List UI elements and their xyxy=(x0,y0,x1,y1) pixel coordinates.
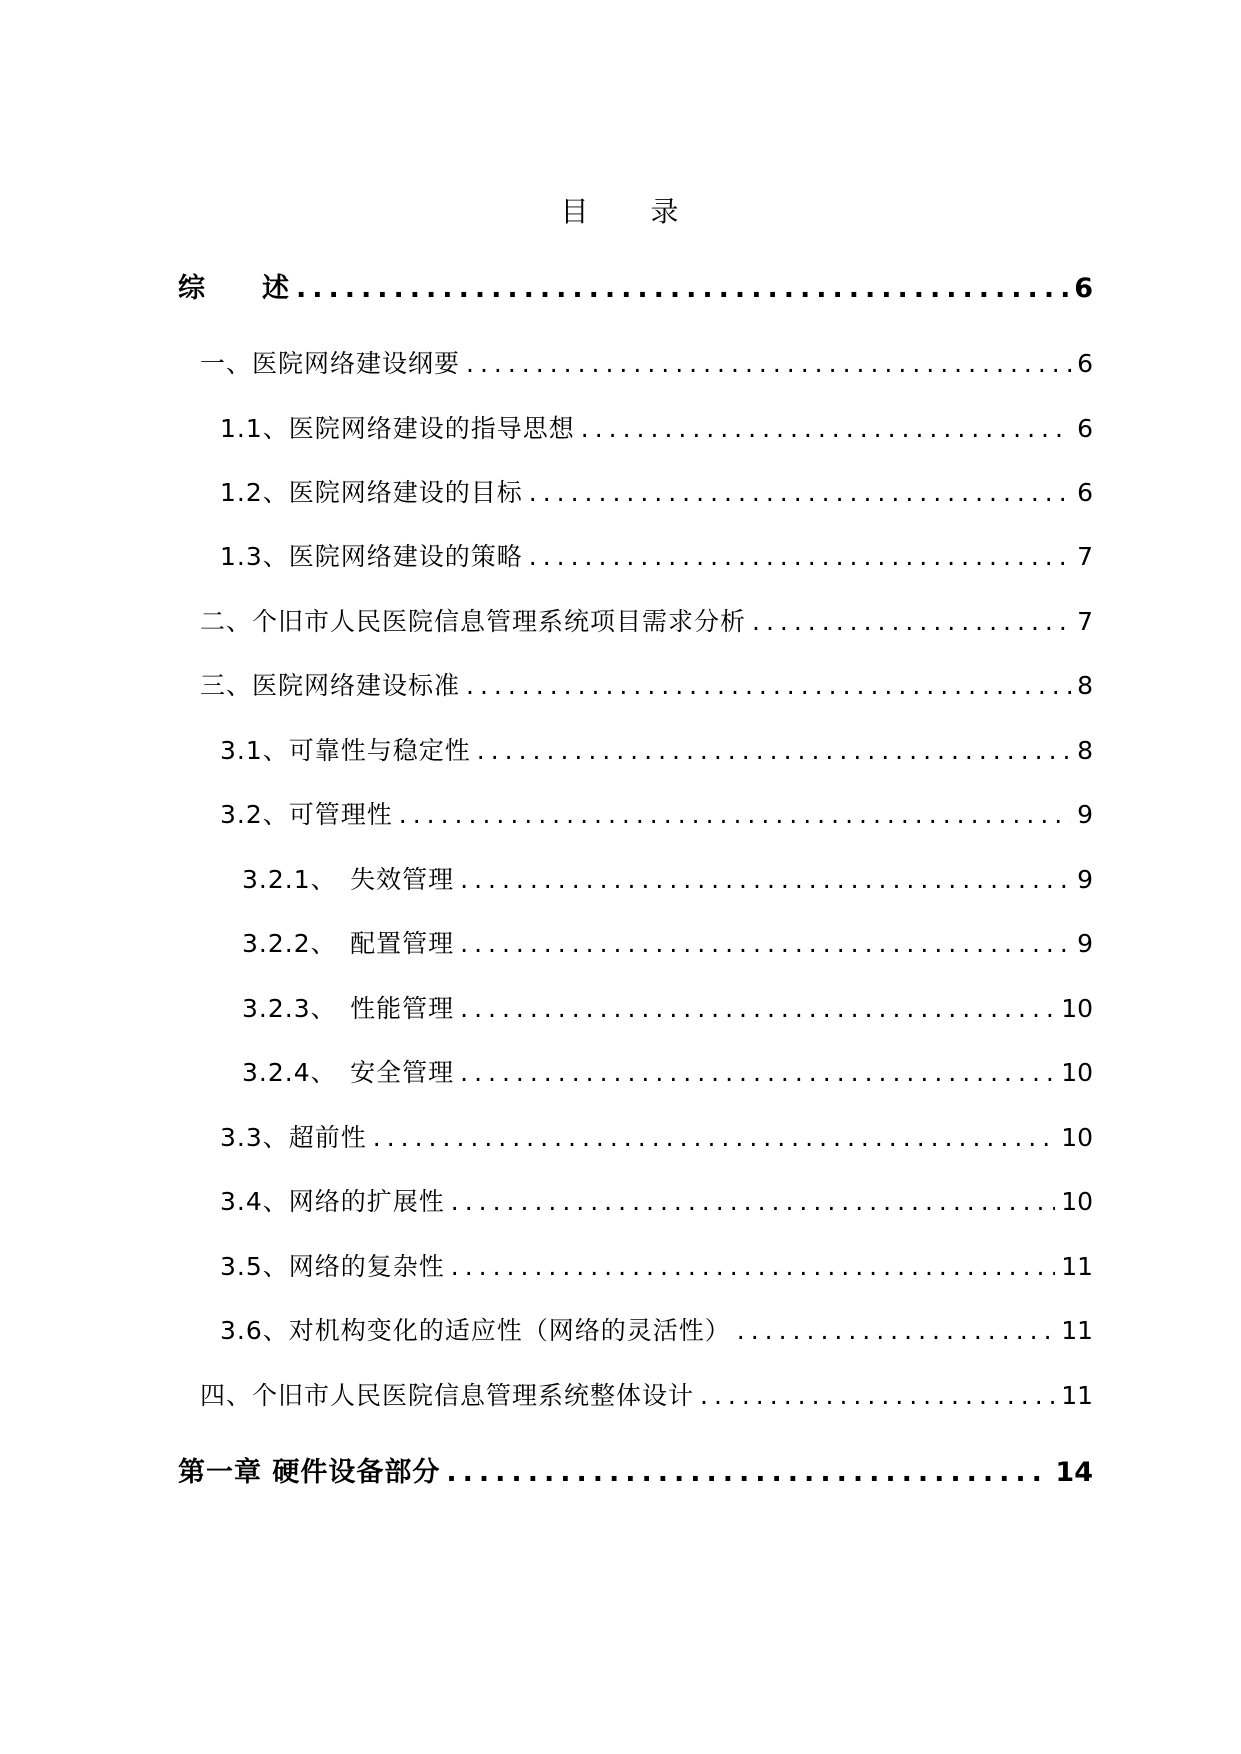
toc-page-number: 9 xyxy=(1077,865,1093,894)
toc-leader xyxy=(451,1182,1055,1222)
toc-label: 3.1、可靠性与稳定性 xyxy=(220,736,471,765)
toc-page-number: 6 xyxy=(1074,273,1093,304)
toc-label: 1.3、医院网络建设的策略 xyxy=(220,542,523,571)
page-title xyxy=(0,190,1241,230)
toc-page-number: 8 xyxy=(1077,736,1093,765)
toc-label: 1.1、医院网络建设的指导思想 xyxy=(220,414,575,443)
toc-label: 3.6、对机构变化的适应性（网络的灵活性） xyxy=(220,1316,731,1345)
toc-label: 3.5、网络的复杂性 xyxy=(220,1252,445,1281)
toc-label: 1.2、医院网络建设的目标 xyxy=(220,478,523,507)
toc-entry-3-2[interactable] xyxy=(220,795,1093,835)
toc-entry-3-1[interactable] xyxy=(220,731,1093,771)
toc-label: 一、医院网络建设纲要 xyxy=(200,349,461,378)
toc-entry-3-2-4[interactable] xyxy=(242,1053,1093,1093)
toc-label: 3.2、可管理性 xyxy=(220,800,393,829)
toc-entry-overview[interactable] xyxy=(178,269,1093,309)
toc-label: 3.2.1、 失效管理 xyxy=(242,865,455,894)
toc-label: 3.2.3、 性能管理 xyxy=(242,994,455,1023)
toc-entry-3-2-3[interactable] xyxy=(242,989,1093,1029)
toc-page-number: 10 xyxy=(1061,1058,1093,1087)
toc-leader xyxy=(737,1311,1055,1351)
toc-page-number: 8 xyxy=(1077,671,1093,700)
toc-leader xyxy=(460,860,1071,900)
toc-leader xyxy=(446,1453,1049,1493)
toc-entry-1-3[interactable] xyxy=(220,537,1093,577)
toc-page-number: 11 xyxy=(1061,1381,1093,1410)
toc-leader xyxy=(581,409,1071,449)
title-char-2: 录 xyxy=(650,195,681,228)
toc-page-number: 6 xyxy=(1077,349,1093,378)
toc-label: 3.3、超前性 xyxy=(220,1123,367,1152)
toc-page-number: 14 xyxy=(1055,1457,1093,1488)
toc-label: 四、个旧市人民医院信息管理系统整体设计 xyxy=(200,1381,695,1410)
toc-entry-section-4[interactable] xyxy=(200,1376,1093,1416)
toc-entry-3-2-1[interactable] xyxy=(242,860,1093,900)
toc-entry-section-3[interactable] xyxy=(200,666,1093,706)
toc-page-number: 10 xyxy=(1061,1123,1093,1152)
toc-page-number: 6 xyxy=(1077,478,1093,507)
toc-leader xyxy=(460,1053,1055,1093)
toc-page-number: 7 xyxy=(1077,607,1093,636)
toc-entry-section-1[interactable] xyxy=(200,344,1093,384)
toc-leader xyxy=(700,1376,1055,1416)
title-char-1: 目 xyxy=(560,195,591,228)
toc-label: 3.4、网络的扩展性 xyxy=(220,1187,445,1216)
toc-leader xyxy=(296,269,1068,309)
toc-leader xyxy=(460,924,1071,964)
toc-entry-chapter-1[interactable] xyxy=(178,1453,1093,1493)
toc-label: 二、个旧市人民医院信息管理系统项目需求分析 xyxy=(200,607,747,636)
toc-entry-1-2[interactable] xyxy=(220,473,1093,513)
toc-leader xyxy=(529,537,1071,577)
toc-entry-3-2-2[interactable] xyxy=(242,924,1093,964)
toc-page-number: 11 xyxy=(1061,1252,1093,1281)
toc-page-number: 9 xyxy=(1077,800,1093,829)
toc-entry-section-2[interactable] xyxy=(200,602,1093,642)
toc-leader xyxy=(460,989,1055,1029)
toc-label: 第一章 硬件设备部分 xyxy=(178,1457,441,1488)
toc-leader xyxy=(529,473,1071,513)
toc-leader xyxy=(466,344,1071,384)
toc-entry-1-1[interactable] xyxy=(220,409,1093,449)
toc-label: 综 述 xyxy=(178,273,290,304)
toc-leader xyxy=(752,602,1071,642)
toc-page-number: 7 xyxy=(1077,542,1093,571)
toc-entry-3-5[interactable] xyxy=(220,1247,1093,1287)
toc-page-number: 6 xyxy=(1077,414,1093,443)
toc-page-number: 10 xyxy=(1061,994,1093,1023)
toc-leader xyxy=(466,666,1071,706)
toc-label: 三、医院网络建设标准 xyxy=(200,671,461,700)
toc-leader xyxy=(477,731,1071,771)
toc-page-number: 9 xyxy=(1077,929,1093,958)
toc-page-number: 11 xyxy=(1061,1316,1093,1345)
toc-leader xyxy=(399,795,1071,835)
toc-label: 3.2.2、 配置管理 xyxy=(242,929,455,958)
toc-entry-3-4[interactable] xyxy=(220,1182,1093,1222)
toc-label: 3.2.4、 安全管理 xyxy=(242,1058,455,1087)
toc-entry-3-6[interactable] xyxy=(220,1311,1093,1351)
toc-entry-3-3[interactable] xyxy=(220,1118,1093,1158)
toc-leader xyxy=(373,1118,1055,1158)
toc-leader xyxy=(451,1247,1055,1287)
toc-page-number: 10 xyxy=(1061,1187,1093,1216)
